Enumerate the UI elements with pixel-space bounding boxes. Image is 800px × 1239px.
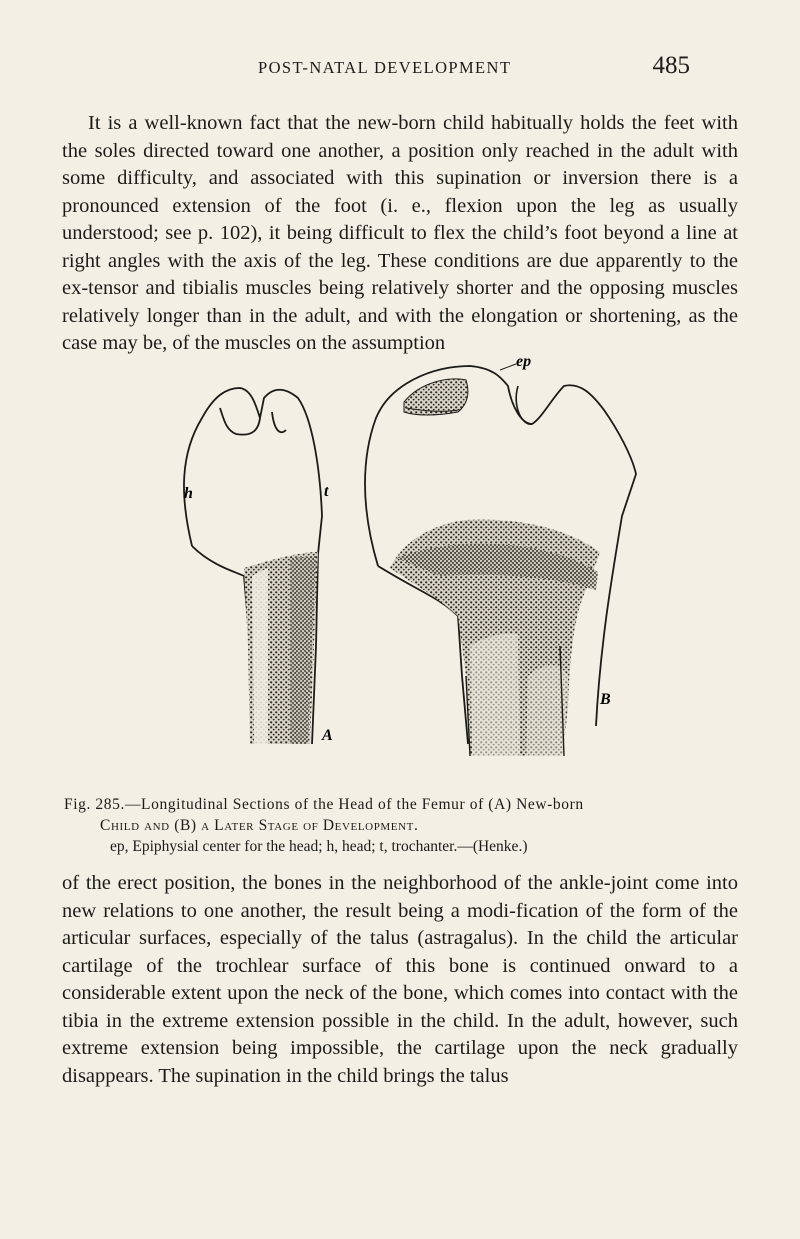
label-h: h — [184, 485, 193, 502]
label-ep: ep — [516, 353, 532, 370]
figure-caption — [64, 794, 744, 857]
caption-line-2: Child and (B) a Later Stage of Development. — [100, 817, 419, 834]
page-number: 485 — [652, 52, 690, 79]
paragraph-1: It is a well-known fact that the new-born child habitually holds the feet with the soles directed toward one another, a position only reached in the adult with some difficulty, and associated with this supination or inversion there is a pronounced extension of the foot (i. e., flexion upon the leg as usually understood; see p. 102), it being difficult to flex the child’s foot beyond a line at right angles with the axis of the leg. These conditions are due apparently to the ex-tensor and tibialis muscles being relatively shorter and the opposing muscles relatively longer than in the adult, and with the elongation or shortening, as the case may be, of the muscles on the assumption — [62, 112, 738, 355]
paragraph-2: of the erect position, the bones in the neighborhood of the ankle-joint come into new relations to one another, the result being a modi-fication of the form of the articular surfaces, especially of the talus (astragalus). In the child the articular cartilage of the trochlear surface of this bone is continued onward to a considerable extent upon the neck of the bone, which comes into contact with the tibia in the extreme extension possible in the child. In the adult, however, such extreme extension being impossible, the cartilage upon the neck gradually disappears. The supination in the child brings the talus — [62, 872, 738, 1087]
caption-line-1: Fig. 285.—Longitudinal Sections of the Head of the Femur of (A) New-born — [64, 796, 584, 813]
running-head: POST-NATAL DEVELOPMENT — [258, 58, 512, 77]
label-t: t — [324, 483, 329, 500]
section-b-outline — [365, 364, 636, 756]
femur-sections-figure — [140, 346, 660, 786]
label-a: A — [322, 727, 333, 744]
page-header — [126, 52, 690, 92]
label-b: B — [600, 691, 611, 708]
section-a-outline — [184, 388, 322, 744]
femur-illustration — [140, 346, 660, 786]
caption-line-3: ep, Epiphysial center for the head; h, head; t, trochanter.—(Henke.) — [110, 838, 528, 855]
